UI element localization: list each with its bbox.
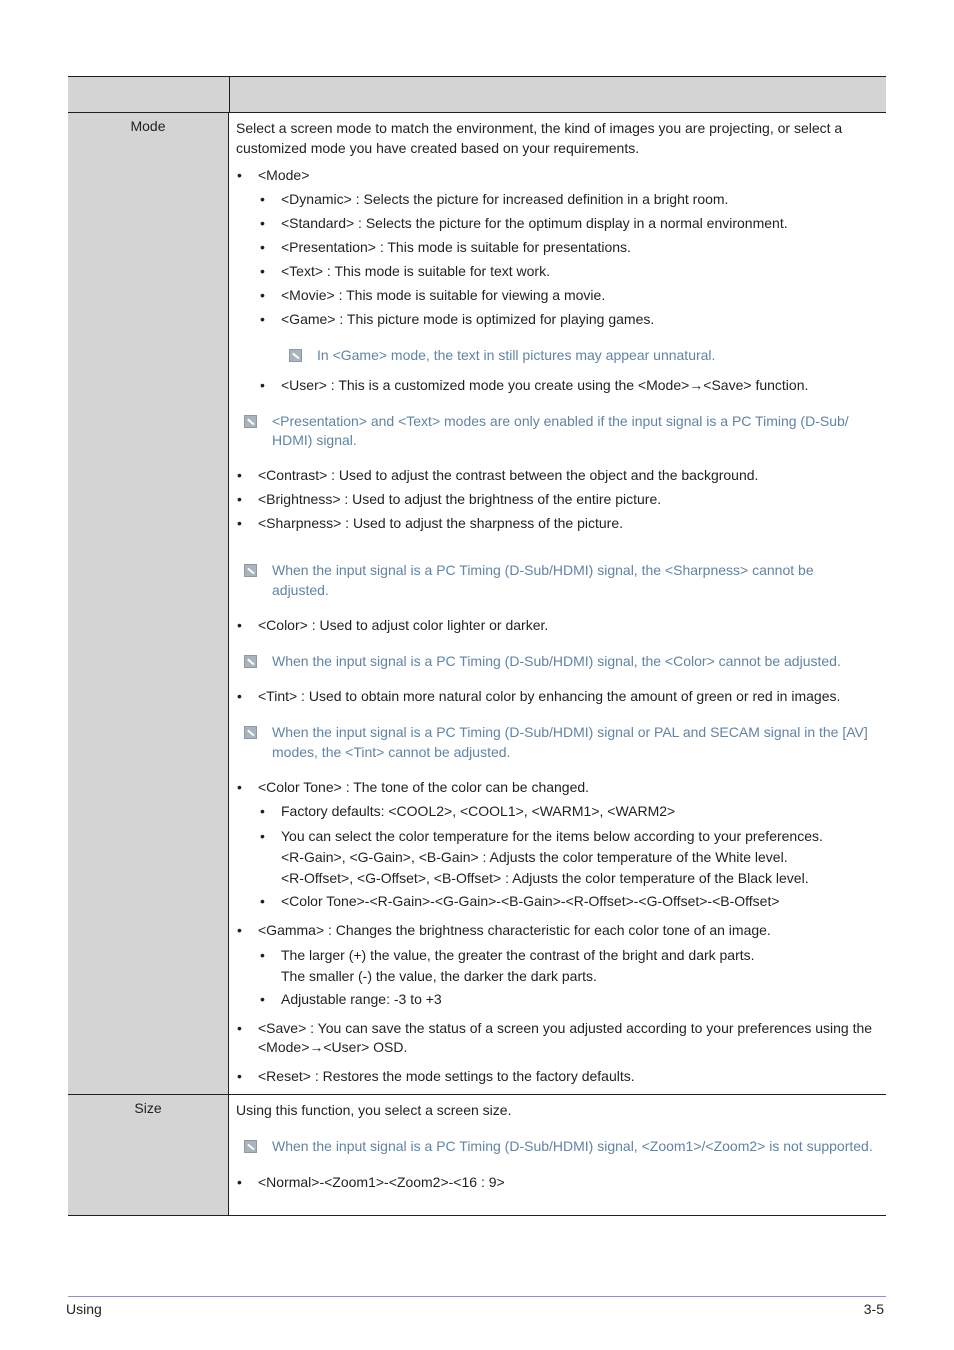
note-text: When the input signal is a PC Timing (D-Sub/HDMI) signal, <Zoom1>/<Zoom2> is not supported.: [272, 1138, 873, 1154]
row-label-size: Size: [68, 1095, 229, 1215]
settings-table: [68, 76, 886, 1216]
note-icon: [289, 349, 302, 362]
note-icon: [244, 726, 257, 739]
list-item-color-tone-select: [236, 826, 874, 889]
list-item-presentation: • <Presentation> : This mode is suitable for presentations.: [236, 238, 874, 258]
list-item-color-tone-defaults: • Factory defaults: <COOL2>, <COOL1>, <WARM1>, <WARM2>: [236, 802, 874, 822]
note-text: When the input signal is a PC Timing (D-Sub/HDMI) signal, the <Sharpness> cannot be adjusted.: [272, 562, 814, 598]
table-header: [68, 77, 886, 113]
size-intro: Using this function, you select a screen size.: [236, 1102, 512, 1118]
list-item-contrast: • <Contrast> : Used to adjust the contrast between the object and the background.: [236, 466, 874, 486]
note-size: [236, 1137, 874, 1157]
note-presentation: [236, 412, 874, 451]
color-tone-select-line: <R-Offset>, <G-Offset>, <B-Offset> : Adjusts the color temperature of the Black level.: [281, 869, 809, 886]
list-item-mode: • <Mode>: [236, 166, 874, 186]
color-tone-select-line: • You can select the color temperature for the items below according to your preferences.: [281, 827, 823, 844]
list-item-size-options: • <Normal>-<Zoom1>-<Zoom2>-<16 : 9>: [236, 1173, 874, 1193]
table-row-mode: [68, 113, 886, 1095]
note-text: <Presentation> and <Text> modes are only enabled if the input signal is a PC Timing (D-Sub/ HDMI) signal.: [272, 412, 849, 448]
gamma-line: • The larger (+) the value, the greater the contrast of the bright and dark parts.: [281, 946, 755, 963]
note-icon: [244, 564, 257, 577]
note-game: [236, 346, 874, 366]
gamma-line: The smaller (-) the value, the darker the dark parts.: [281, 967, 597, 984]
note-color: [236, 652, 874, 672]
note-text: When the input signal is a PC Timing (D-Sub/HDMI) signal or PAL and SECAM signal in the [AV] modes, the <Tint> cannot be adjusted.: [272, 724, 868, 760]
footer-rule: [68, 1296, 886, 1297]
list-item-gamma: • <Gamma> : Changes the brightness characteristic for each color tone of an image.: [236, 921, 874, 941]
note-text: When the input signal is a PC Timing (D-Sub/HDMI) signal, the <Color> cannot be adjusted.: [272, 652, 841, 669]
list-item-tint: • <Tint> : Used to obtain more natural color by enhancing the amount of green or red in images.: [236, 687, 874, 707]
row-label-mode: Mode: [68, 113, 229, 1094]
list-item-dynamic: • <Dynamic> : Selects the picture for increased definition in a bright room.: [236, 190, 874, 210]
list-item-sharpness: • <Sharpness> : Used to adjust the sharpness of the picture.: [236, 514, 874, 534]
note-tint: [236, 723, 874, 762]
mode-intro: Select a screen mode to match the environment, the kind of images you are projecting, or select a customized mode you have created based on your requirements.: [236, 120, 843, 156]
list-item-gamma-range: • Adjustable range: -3 to +3: [236, 990, 874, 1010]
note-sharpness: [236, 561, 874, 600]
list-item-user: • <User> : This is a customized mode you create using the <Mode>→<Save> function.: [236, 376, 874, 396]
list-item-color-tone-chain: • <Color Tone>-<R-Gain>-<G-Gain>-<B-Gain>-<R-Offset>-<G-Offset>-<B-Offset>: [236, 892, 874, 912]
list-item-game: • <Game> : This picture mode is optimized for playing games.: [236, 310, 874, 330]
note-icon: [244, 415, 257, 428]
row-content-mode: [229, 113, 886, 1094]
note-icon: [244, 655, 257, 668]
list-item-reset: • <Reset> : Restores the mode settings to the factory defaults.: [236, 1067, 874, 1087]
list-item-standard: • <Standard> : Selects the picture for the optimum display in a normal environment.: [236, 214, 874, 234]
list-item-brightness: • <Brightness> : Used to adjust the brightness of the entire picture.: [236, 490, 874, 510]
list-item-color: • <Color> : Used to adjust color lighter or darker.: [236, 616, 874, 636]
page-number: 3-5: [863, 1301, 884, 1317]
note-icon: [244, 1140, 257, 1153]
list-item-save: • <Save> : You can save the status of a screen you adjusted according to your preferences using the <Mode>→<User> OSD.: [236, 1019, 874, 1058]
header-cell-menu: [68, 77, 230, 112]
note-text: In <Game> mode, the text in still pictures may appear unnatural.: [317, 346, 716, 363]
list-item-gamma-values: [236, 945, 874, 987]
header-cell-description: [230, 77, 886, 112]
list-item-color-tone: • <Color Tone> : The tone of the color can be changed.: [236, 778, 874, 798]
table-row-size: [68, 1095, 886, 1216]
color-tone-select-line: <R-Gain>, <G-Gain>, <B-Gain> : Adjusts the color temperature of the White level.: [281, 848, 788, 865]
list-item-movie: • <Movie> : This mode is suitable for viewing a movie.: [236, 286, 874, 306]
row-content-size: [229, 1095, 886, 1215]
list-item-text: • <Text> : This mode is suitable for text work.: [236, 262, 874, 282]
footer-section-title: Using: [66, 1301, 102, 1317]
